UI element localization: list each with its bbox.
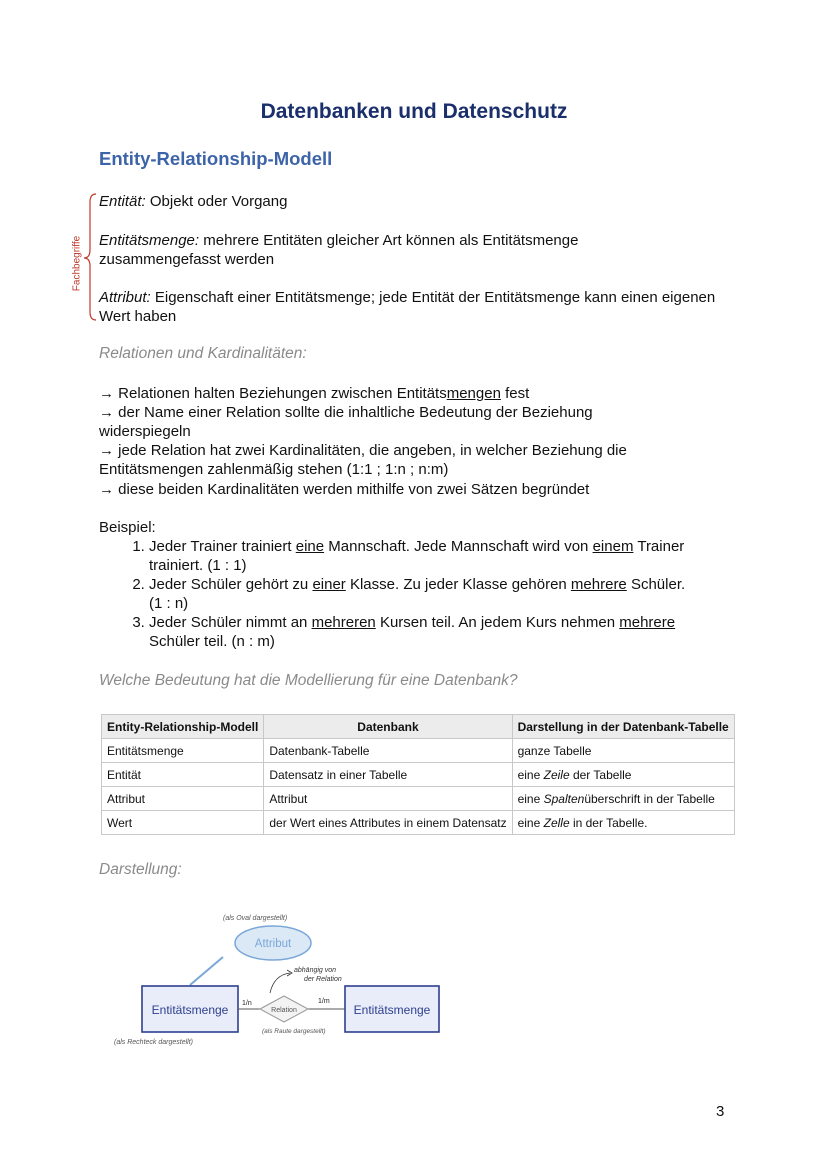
definition-entity (99, 192, 749, 211)
text: in der Tabelle. (569, 815, 648, 830)
rect-note: (als Rechteck dargestellt) (114, 1039, 193, 1046)
text: fest (500, 385, 530, 402)
text: Jeder Schüler gehört zu (149, 576, 313, 593)
relations-point-2: → der Name einer Relation sollte die inhaltliche Bedeutung der Beziehung widerspiegeln (99, 404, 593, 440)
table-cell (512, 811, 734, 835)
attribute-connector (190, 957, 223, 985)
table-cell: Entitätsmenge (102, 739, 264, 763)
dependency-note-1: abhängig von (294, 967, 337, 974)
definition-text: Eigenschaft einer Entitätsmenge; jede Entität der Entitätsmenge kann einen eigenen Wert haben (99, 289, 716, 325)
text: der Tabelle (569, 767, 632, 782)
side-label: Fachbegriffe (71, 235, 83, 292)
rhombus-note: (als Raute dargestellt) (262, 1028, 326, 1035)
text: Trainer trainiert. (1 : 1) (149, 538, 685, 574)
underlined-text: eine (295, 538, 325, 555)
text: Schüler teil. (n : m) (149, 633, 275, 650)
left-entity-label: Entitätsmenge (151, 1003, 229, 1017)
table-row (102, 763, 735, 787)
definition-term: Entitätsmenge: (99, 232, 200, 249)
text: eine (517, 767, 544, 782)
table-cell: Entität (102, 763, 264, 787)
text: Jeder Schüler nimmt an (149, 614, 312, 631)
modelling-heading: Welche Bedeutung hat die Modellierung für eine Datenbank? (99, 672, 518, 689)
underlined-text: mehreren (311, 614, 376, 631)
example-list (99, 537, 769, 651)
page-title: Datenbanken und Datenschutz (260, 100, 568, 123)
table-row (102, 787, 735, 811)
bracket-icon (80, 192, 100, 324)
list-item (149, 575, 694, 613)
definition-attribute (99, 288, 739, 326)
er-diagram (100, 905, 460, 1055)
relations-point-1 (99, 384, 749, 403)
cardinality-left: 1/n (242, 1000, 252, 1007)
definition-entity-set (99, 231, 659, 269)
italic-text: Spalten (543, 791, 585, 806)
example-label: Beispiel: (99, 519, 156, 536)
text: Kursen teil. An jedem Kurs nehmen (375, 614, 620, 631)
dependency-note-2: der Relation (304, 976, 342, 983)
text: überschrift in der Tabelle (584, 791, 715, 806)
table-cell (512, 787, 734, 811)
page-number: 3 (716, 1103, 725, 1120)
italic-text: Zelle (543, 815, 570, 830)
table-cell: Attribut (264, 787, 512, 811)
section-title: Entity-Relationship-Modell (99, 148, 333, 169)
underlined-text: einem (592, 538, 634, 555)
diagram-heading: Darstellung: (99, 861, 182, 878)
table-header: Darstellung in der Datenbank-Tabelle (512, 715, 734, 739)
table-row (102, 739, 735, 763)
list-item (149, 537, 694, 575)
underlined-text: mehrere (619, 614, 676, 631)
table-cell (512, 763, 734, 787)
relation-label: Relation (271, 1007, 297, 1014)
definition-text: Objekt oder Vorgang (145, 193, 288, 210)
attribute-note: (als Oval dargestellt) (223, 915, 288, 922)
text: Jeder Trainer trainiert (149, 538, 296, 555)
text: Schüler. (1 : n) (149, 576, 686, 612)
text: Klasse. Zu jeder Klasse gehören (345, 576, 571, 593)
table-cell: Datenbank-Tabelle (264, 739, 512, 763)
list-item (149, 613, 679, 651)
italic-text: Zeile (543, 767, 570, 782)
underlined-text: mengen (446, 385, 501, 402)
table-cell: Attribut (102, 787, 264, 811)
table-header: Entity-Relationship-Modell (102, 715, 264, 739)
text: Mannschaft. Jede Mannschaft wird von (324, 538, 593, 555)
underlined-text: einer (312, 576, 346, 593)
text: eine (517, 815, 544, 830)
definition-term: Attribut: (99, 289, 151, 306)
relations-point-3: → jede Relation hat zwei Kardinalitäten, die angeben, in welcher Beziehung die Entitätsmengen zahlenmäßig stehen (1:1 ; 1:n ; n:m) (99, 442, 627, 478)
attribute-label: Attribut (254, 938, 292, 950)
table-header: Datenbank (264, 715, 512, 739)
right-entity-label: Entitätsmenge (353, 1003, 431, 1017)
text: → Relationen halten Beziehungen zwischen Entitäts (99, 385, 447, 402)
definition-term: Entität: (99, 193, 146, 210)
cardinality-right: 1/m (318, 998, 330, 1005)
table-cell: Wert (102, 811, 264, 835)
text: ganze Tabelle (517, 743, 592, 758)
table-cell: der Wert eines Attributes in einem Datensatz (264, 811, 512, 835)
table-cell: Datensatz in einer Tabelle (264, 763, 512, 787)
mapping-table (101, 714, 735, 835)
table-cell (512, 739, 734, 763)
definition-text: mehrere Entitäten gleicher Art können als Entitätsmenge zusammengefasst werden (99, 232, 579, 268)
underlined-text: mehrere (570, 576, 627, 593)
table-header-row (102, 715, 735, 739)
table-row (102, 811, 735, 835)
relations-point-4: → diese beiden Kardinalitäten werden mithilfe von zwei Sätzen begründet (99, 481, 590, 498)
text: eine (517, 791, 544, 806)
relations-heading: Relationen und Kardinalitäten: (99, 345, 307, 362)
